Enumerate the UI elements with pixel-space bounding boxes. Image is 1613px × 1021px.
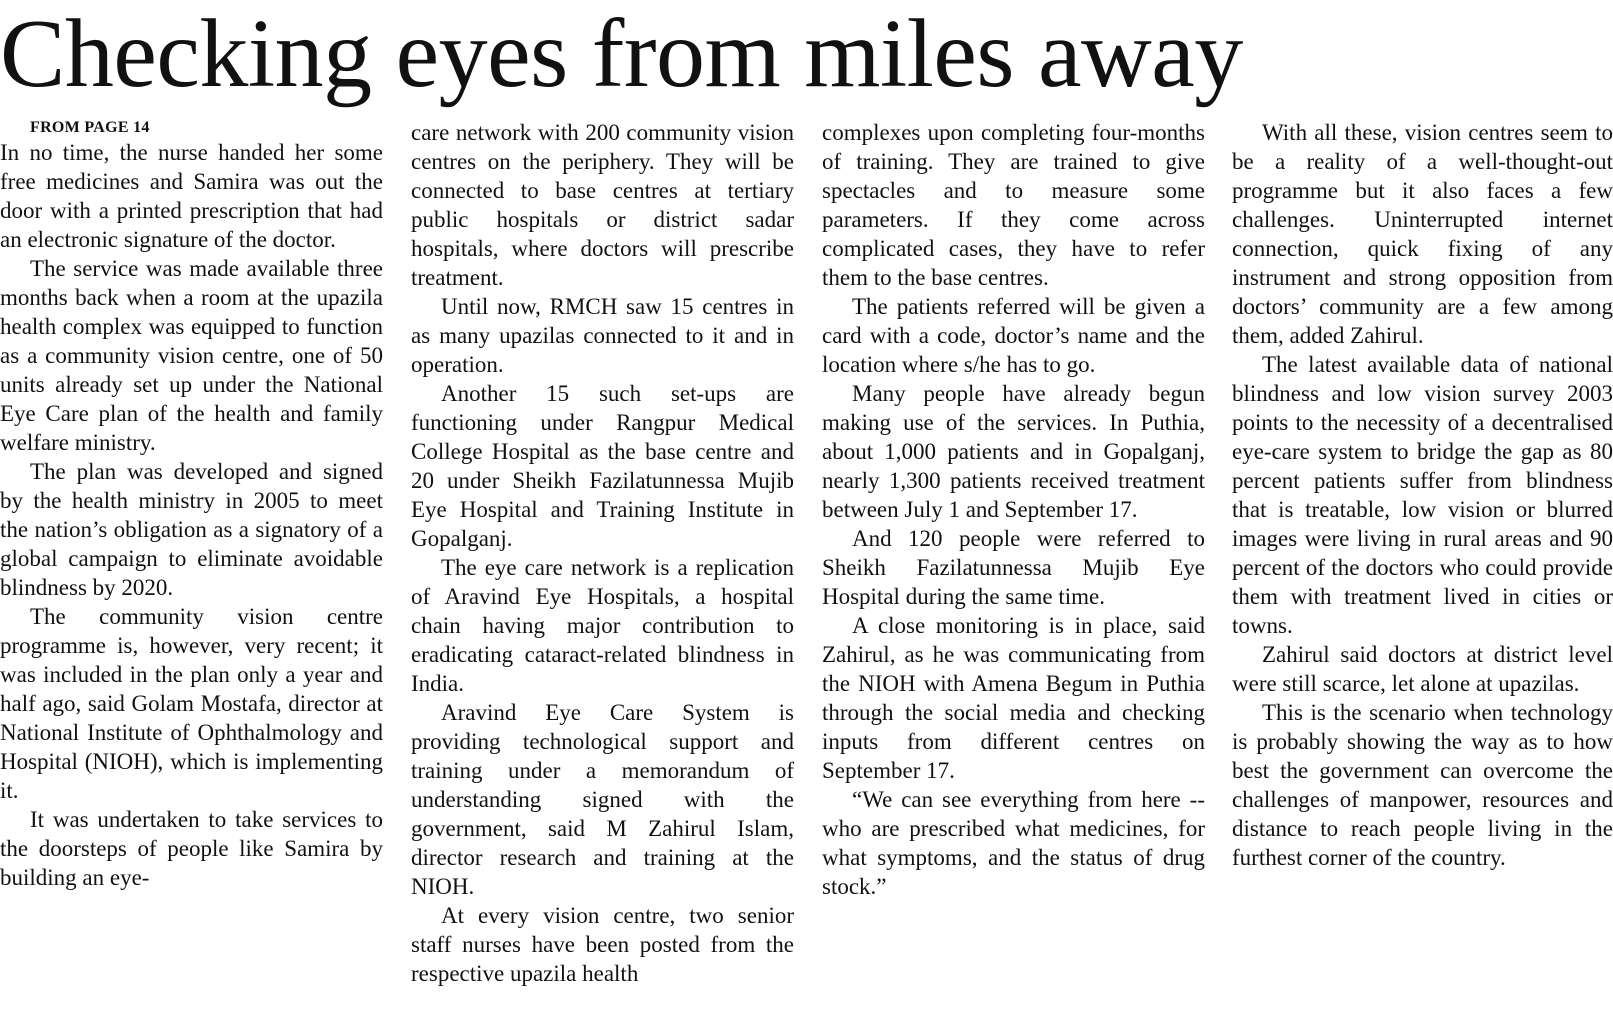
paragraph: care network with 200 community vision centres on the periphery. They will be connected to base centres at tertiary public hospitals or district sadar hospitals, where doctors will prescribe treatment. [411,120,794,290]
paragraph: In no time, the nurse handed her some free medicines and Samira was out the door with a printed prescription that had an electronic signature of the doctor. [0,140,383,252]
article-column-1 [0,118,383,892]
paragraph: Another 15 such set-ups are functioning under Rangpur Medical College Hospital as the base centre and 20 under Sheikh Fazilatunnessa Mujib Eye Hospital and Training Institute in Gopalganj. [411,381,794,551]
jump-label: FROM PAGE 14 [30,119,150,136]
paragraph: complexes upon completing four-months of training. They are trained to give spectacles and to measure some parameters. If they come across complicated cases, they have to refer them to the base centres. [822,120,1205,290]
article-column-3 [822,118,1205,901]
paragraph: At every vision centre, two senior staff nurses have been posted from the respective upazila health [411,903,794,986]
paragraph: Aravind Eye Care System is providing technological support and training under a memorandum of understanding signed with the government, said M Zahirul Islam, director research and training at the NIOH. [411,700,794,899]
article-column-4 [1232,118,1613,872]
paragraph: It was undertaken to take services to the doorsteps of people like Samira by building an eye- [0,807,383,890]
paragraph: The latest available data of national blindness and low vision survey 2003 points to the necessity of a decentralised eye-care system to bridge the gap as 80 percent patients suffer from blindness that is treatable, low vision or blurred images were living in rural areas and 90 percent of the doctors who could provide them with treatment lived in cities or towns. [1232,352,1613,638]
paragraph: Many people have already begun making use of the services. In Puthia, about 1,000 patients and in Gopalganj, nearly 1,300 patients received treatment between July 1 and September 17. [822,381,1205,522]
paragraph: The community vision centre programme is, however, very recent; it was included in the plan only a year and half ago, said Golam Mostafa, director at National Institute of Ophthalmology and Hospital (NIOH), which is implementing it. [0,604,383,803]
paragraph: This is the scenario when technology is probably showing the way as to how best the government can overcome the challenges of manpower, resources and distance to reach people living in the furthest corner of the country. [1232,700,1613,870]
headline: Checking eyes from miles away [0,0,1243,108]
paragraph: Zahirul said doctors at district level were still scarce, let alone at upazilas. [1232,642,1613,696]
paragraph: A close monitoring is in place, said Zahirul, as he was communicating from the NIOH with Amena Begum in Puthia through the social media and checking inputs from different centres on September 17. [822,613,1205,783]
paragraph: The patients referred will be given a card with a code, doctor’s name and the location where s/he has to go. [822,294,1205,377]
paragraph: The eye care network is a replication of Aravind Eye Hospitals, a hospital chain having major contribution to eradicating cataract-related blindness in India. [411,555,794,696]
paragraph: “We can see everything from here -- who are prescribed what medicines, for what symptoms, and the status of drug stock.” [822,787,1205,899]
paragraph: With all these, vision centres seem to be a reality of a well-thought-out programme but it also faces a few challenges. Uninterrupted internet connection, quick fixing of any instrument and strong opposition from doctors’ community are a few among them, added Zahirul. [1232,120,1613,348]
paragraph: Until now, RMCH saw 15 centres in as many upazilas connected to it and in operation. [411,294,794,377]
paragraph: The plan was developed and signed by the health ministry in 2005 to meet the nation’s obligation as a signatory of a global campaign to eliminate avoidable blindness by 2020. [0,459,383,600]
paragraph: And 120 people were referred to Sheikh Fazilatunnessa Mujib Eye Hospital during the same time. [822,526,1205,609]
article-column-2 [411,118,794,988]
paragraph: The service was made available three months back when a room at the upazila health complex was equipped to function as a community vision centre, one of 50 units already set up under the National Eye Care plan of the health and family welfare ministry. [0,256,383,455]
article-body [0,118,1613,1018]
